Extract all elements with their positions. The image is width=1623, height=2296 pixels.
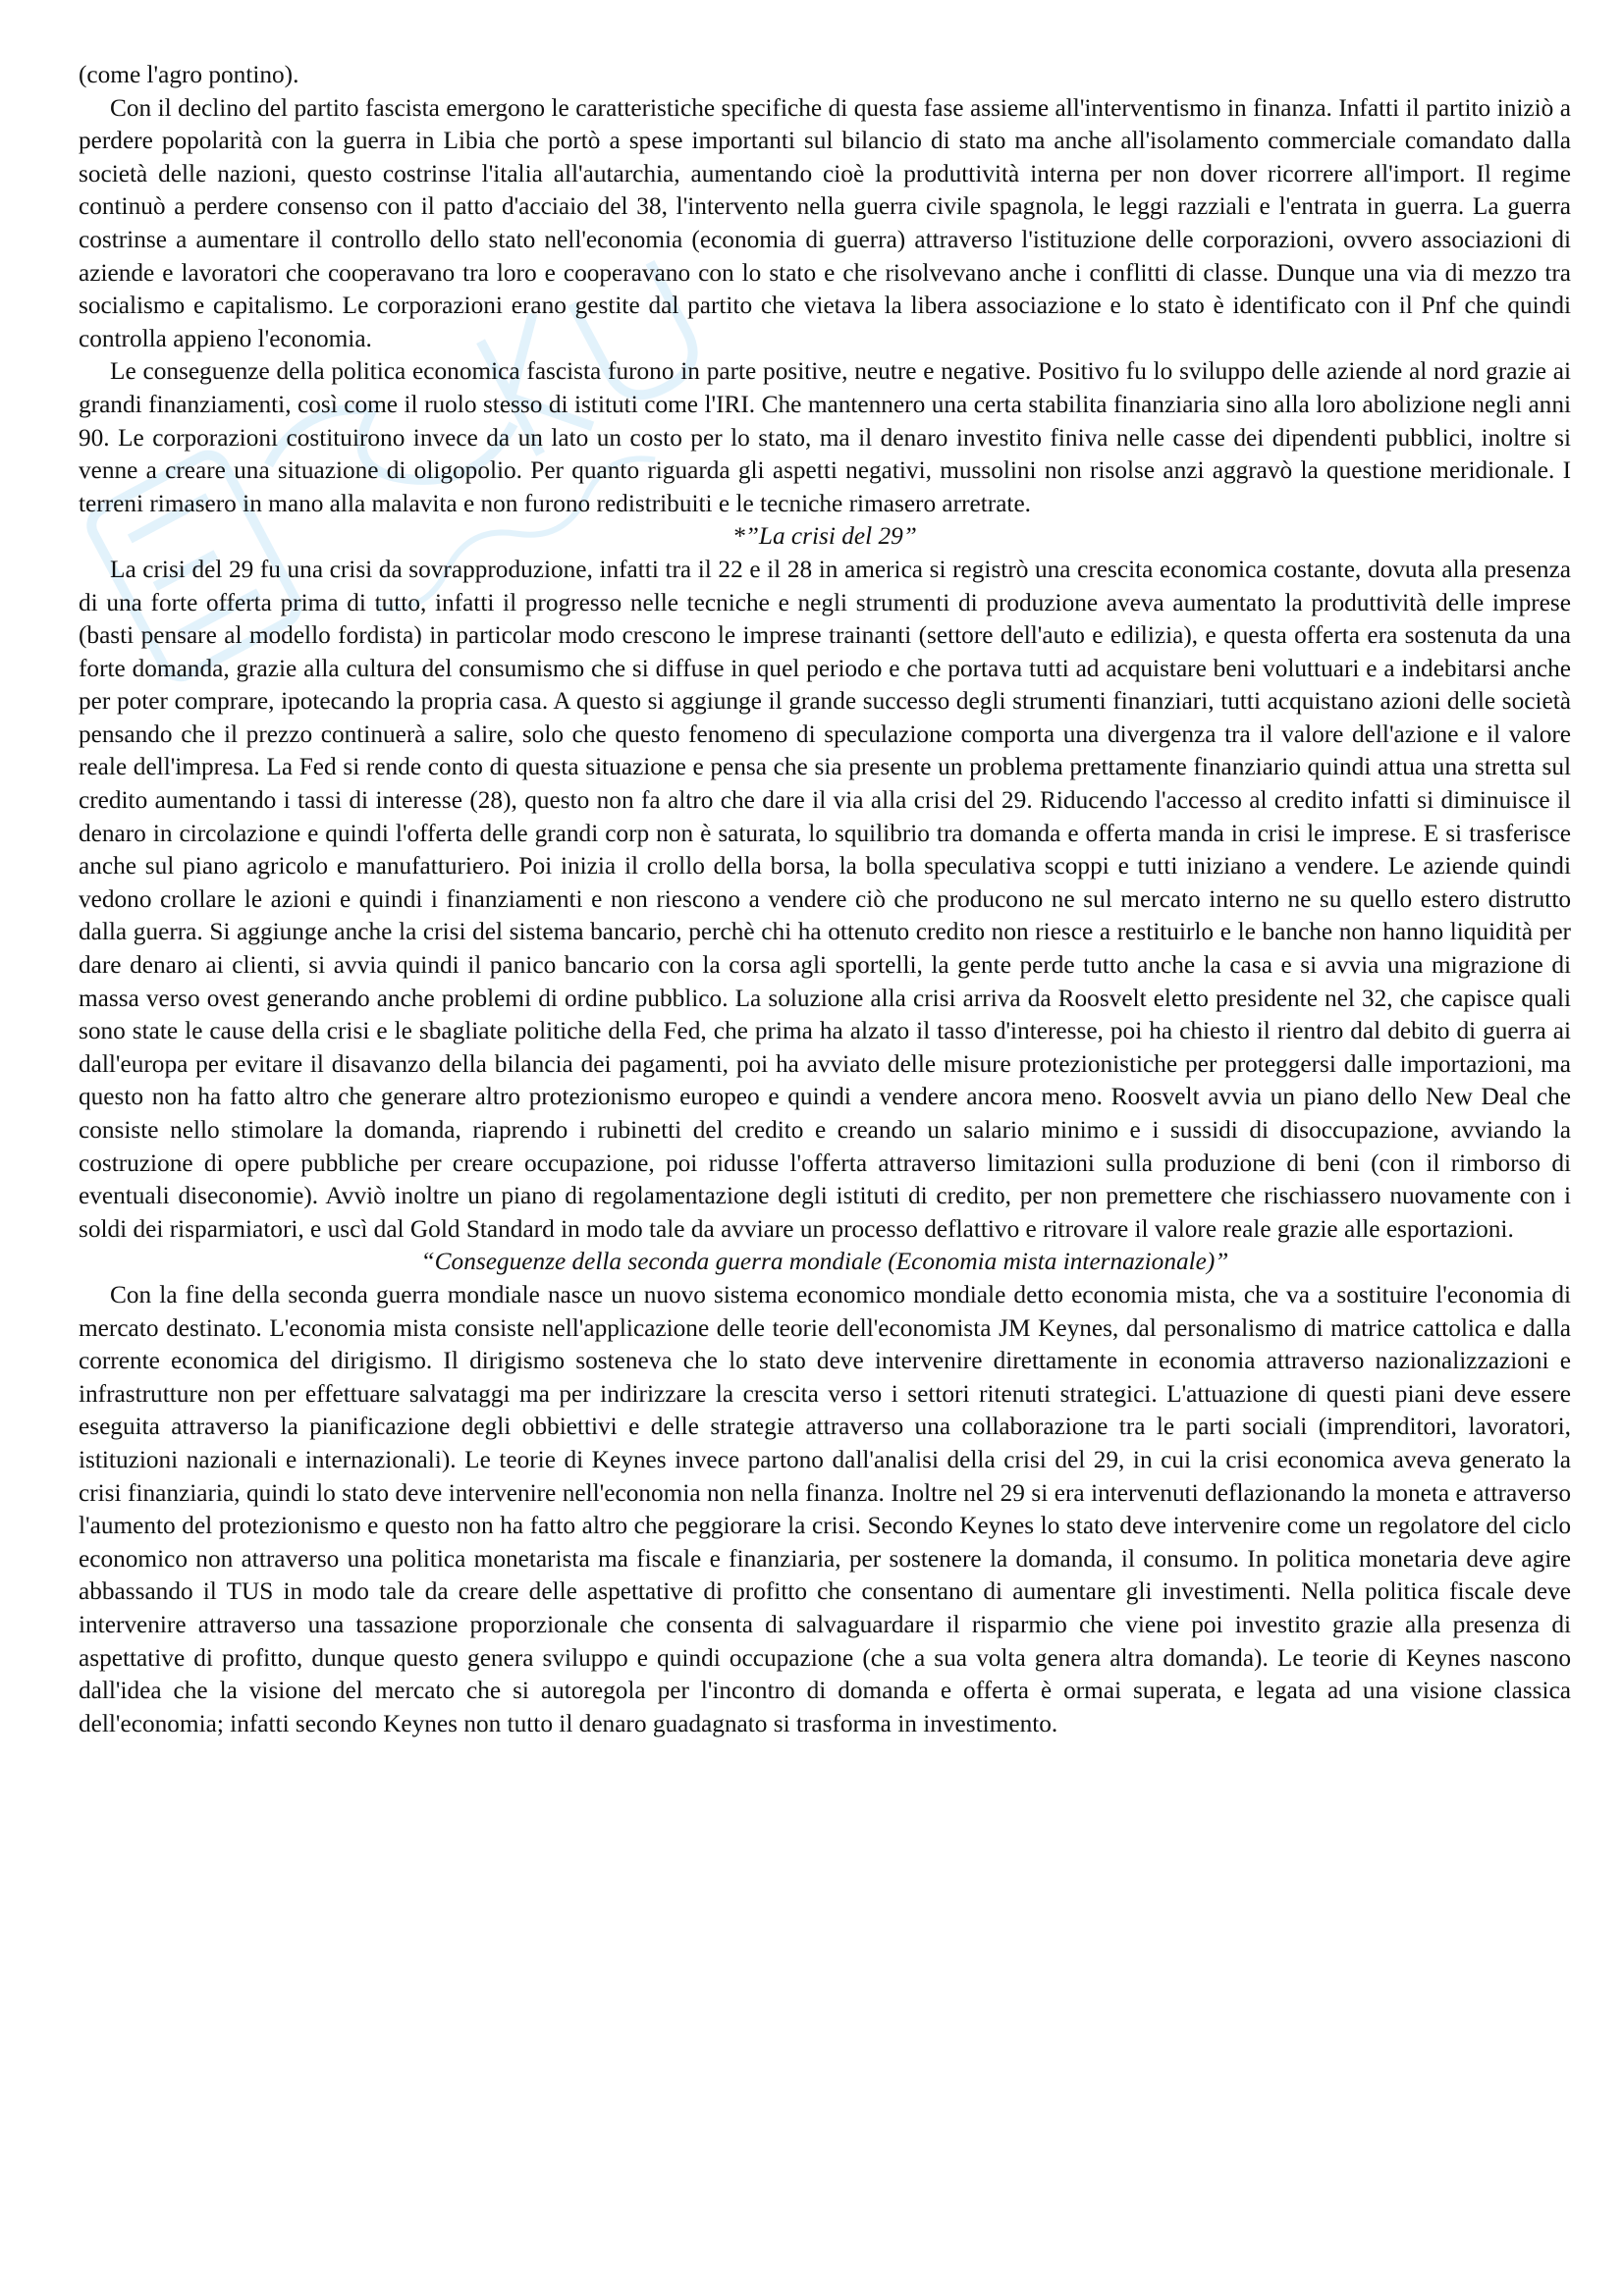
paragraph-fascist-decline: Con il declino del partito fascista emergono le caratteristiche specifiche di questa fase assieme all'interventismo in finanza. Infatti il partito iniziò a perdere popolarità con la guerra in Libia che portò a spese importanti sul bilancio di stato ma anche all'isolamento commerciale comandato dalla società delle nazioni, questo costrinse l'italia all'autarchia, aumentando cioè la produttività interna per non dover ricorrere all'import. Il regime continuò a perdere consenso con il patto d'acciaio del 38, l'intervento nella guerra civile spagnola, le leggi razziali e l'entrata in guerra. La guerra costrinse a aumentare il controllo dello stato nell'economia (economia di guerra) attraverso l'istituzione delle corporazioni, ovvero associazioni di aziende e lavoratori che cooperavano tra loro e cooperavano con lo stato e che risolvevano anche i conflitti di classe. Dunque una via di mezzo tra socialismo e capitalismo. Le corporazioni erano gestite dal partito che vietava la libera associazione e lo stato è identificato con il Pnf che quindi controlla appieno l'economia. [79, 93, 1571, 352]
section-title-crisi-29: *”La crisi del 29” [732, 522, 917, 551]
paragraph-crisi-29: La crisi del 29 fu una crisi da sovrapproduzione, infatti tra il 22 e il 28 in america si registrò una crescita economica costante, dovuta alla presenza di una forte offerta prima di tutto, infatti il progresso nelle tecniche e negli strumenti di produzione aveva aumentato la produttività delle imprese (basti pensare al modello fordista) in particolar modo crescono le imprese trainanti (settore dell'auto e edilizia), e questa offerta era sostenuta da una forte domanda, grazie alla cultura del consumismo che si diffuse in quel periodo e che portava tutti ad acquistare beni voluttuari e a indebitarsi anche per poter comprare, ipotecando la propria casa. A questo si aggiunge il grande successo degli strumenti finanziari, tutti acquistano azioni delle società pensando che il prezzo continuerà a salire, solo che questo fenomeno di speculazione comporta una divergenza tra il valore dell'azione e il valore reale dell'impresa. La Fed si rende conto di questa situazione e pensa che sia presente un problema prettamente finanziario quindi attua una stretta sul credito aumentando i tassi di interesse (28), questo non fa altro che dare il via alla crisi del 29. Riducendo l'accesso al credito infatti si diminuisce il denaro in circolazione e quindi l'offerta delle grandi corp non è saturata, lo squilibrio tra domanda e offerta manda in crisi le imprese. E si trasferisce anche sul piano agricolo e manufatturiero. Poi inizia il crollo della borsa, la bolla speculativa scoppi e tutti iniziano a vendere. Le aziende quindi vedono crollare le azioni e quindi i finanziamenti e non riescono a vendere ciò che producono ne sul mercato interno ne su quello estero distrutto dalla guerra. Si aggiunge anche la crisi del sistema bancario, perchè chi ha ottenuto credito non riesce a restituirlo e le banche non hanno liquidità per dare denaro ai clienti, si avvia quindi il panico bancario con la corsa agli sportelli, la gente perde tutto anche la casa e si avvia una migrazione di massa verso ovest generando anche problemi di ordine pubblico. La soluzione alla crisi arriva da Roosvelt eletto presidente nel 32, che capisce quali sono state le cause della crisi e le sbagliate politiche della Fed, che prima ha alzato il tasso d'interesse, poi ha chiesto il rientro dal debito di guerra ai dall'europa per evitare il disavanzo della bilancia dei pagamenti, poi ha avviato delle misure protezionistiche per proteggersi dalle importazioni, ma questo non ha fatto altro che generare altro protezionismo europeo e quindi a vendere ancora meno. Roosvelt avvia un piano dello New Deal che consiste nello stimolare la domanda, riaprendo i rubinetti del credito e creando un salario minimo e i sussidi di disoccupazione, avviando la costruzione di opere pubbliche per creare occupazione, poi ridusse l'offerta attraverso limitazioni sulla produzione di beni (con il rimborso di eventuali diseconomie). Avviò inoltre un piano di regolamentazione degli istituti di credito, per non premettere che rischiassero nuovamente con i soldi dei risparmiatori, e uscì dal Gold Standard in modo tale da avviare un processo deflattivo e ritrovare il valore reale grazie alle esportazioni. [79, 555, 1571, 1243]
paragraph-fascist-consequences: Le conseguenze della politica economica fascista furono in parte positive, neutre e negative. Positivo fu lo sviluppo delle aziende al nord grazie ai grandi finanziamenti, così come il ruolo stesso di istituti come l'IRI. Che mantennero una certa stabilita finanziaria sino alla loro abolizione negli anni 90. Le corporazioni costituirono invece da un lato un costo per lo stato, ma il denaro investito finiva nelle casse dei dipendenti pubblici, inoltre si venne a creare una situazione di oligopolio. Per quanto riguarda gli aspetti negativi, mussolini non risolse anzi aggravò la questione meridionale. I terreni rimasero in mano alla malavita e non furono redistribuiti e le tecniche rimasero arretrate. [79, 357, 1571, 517]
paragraph-economia-mista: Con la fine della seconda guerra mondiale nasce un nuovo sistema economico mondiale detto economia mista, che va a sostituire l'economia di mercato destinato. L'economia mista consiste nell'applicazione delle teorie dell'economista JM Keynes, dal personalismo di matrice cattolica e dalla corrente economica del dirigismo. Il dirigismo sosteneva che lo stato deve intervenire direttamente in economia attraverso nazionalizzazioni e infrastrutture non per effettuare salvataggi ma per indirizzare la crescita verso i settori ritenuti strategici. L'attuazione di questi piani deve essere eseguita attraverso la pianificazione degli obbiettivi e delle strategie attraverso una collaborazione tra le parti sociali (imprenditori, lavoratori, istituzioni nazionali e internazionali). Le teorie di Keynes invece partono dall'analisi della crisi del 29, in cui la crisi economica aveva generato la crisi finanziaria, quindi lo stato deve intervenire nell'economia non nella finanza. Inoltre nel 29 si era intervenuti deflazionando la moneta e attraverso l'aumento del protezionismo e questo non ha fatto altro che peggiorare la crisi. Secondo Keynes lo stato deve intervenire come un regolatore del ciclo economico non attraverso una politica monetarista ma fiscale e finanziaria, per sostenere la domanda, il consumo. In politica monetaria deve agire abbassando il TUS in modo tale da creare delle aspettative di profitto che consentano di aumentare gli investimenti. Nella politica fiscale deve intervenire attraverso una tassazione proporzionale che consenta di salvaguardare il risparmio che viene poi investito grazie alla presenza di aspettative di profitto, dunque questo genera sviluppo e quindi occupazione (che a sua volta genera altra domanda). Le teorie di Keynes nascono dall'idea che la visione del mercato che si autoregola per l'incontro di domanda e offerta è ormai superata, e legata ad una visione classica dell'economia; infatti secondo Keynes non tutto il denaro guadagnato si trasforma in investimento. [79, 1280, 1571, 1737]
intro-continuation: (come l'agro pontino). [79, 61, 299, 88]
document-page [79, 59, 1571, 1740]
section-title-seconda-guerra: “Conseguenze della seconda guerra mondiale (Economia mista internazionale)” [420, 1248, 1229, 1276]
